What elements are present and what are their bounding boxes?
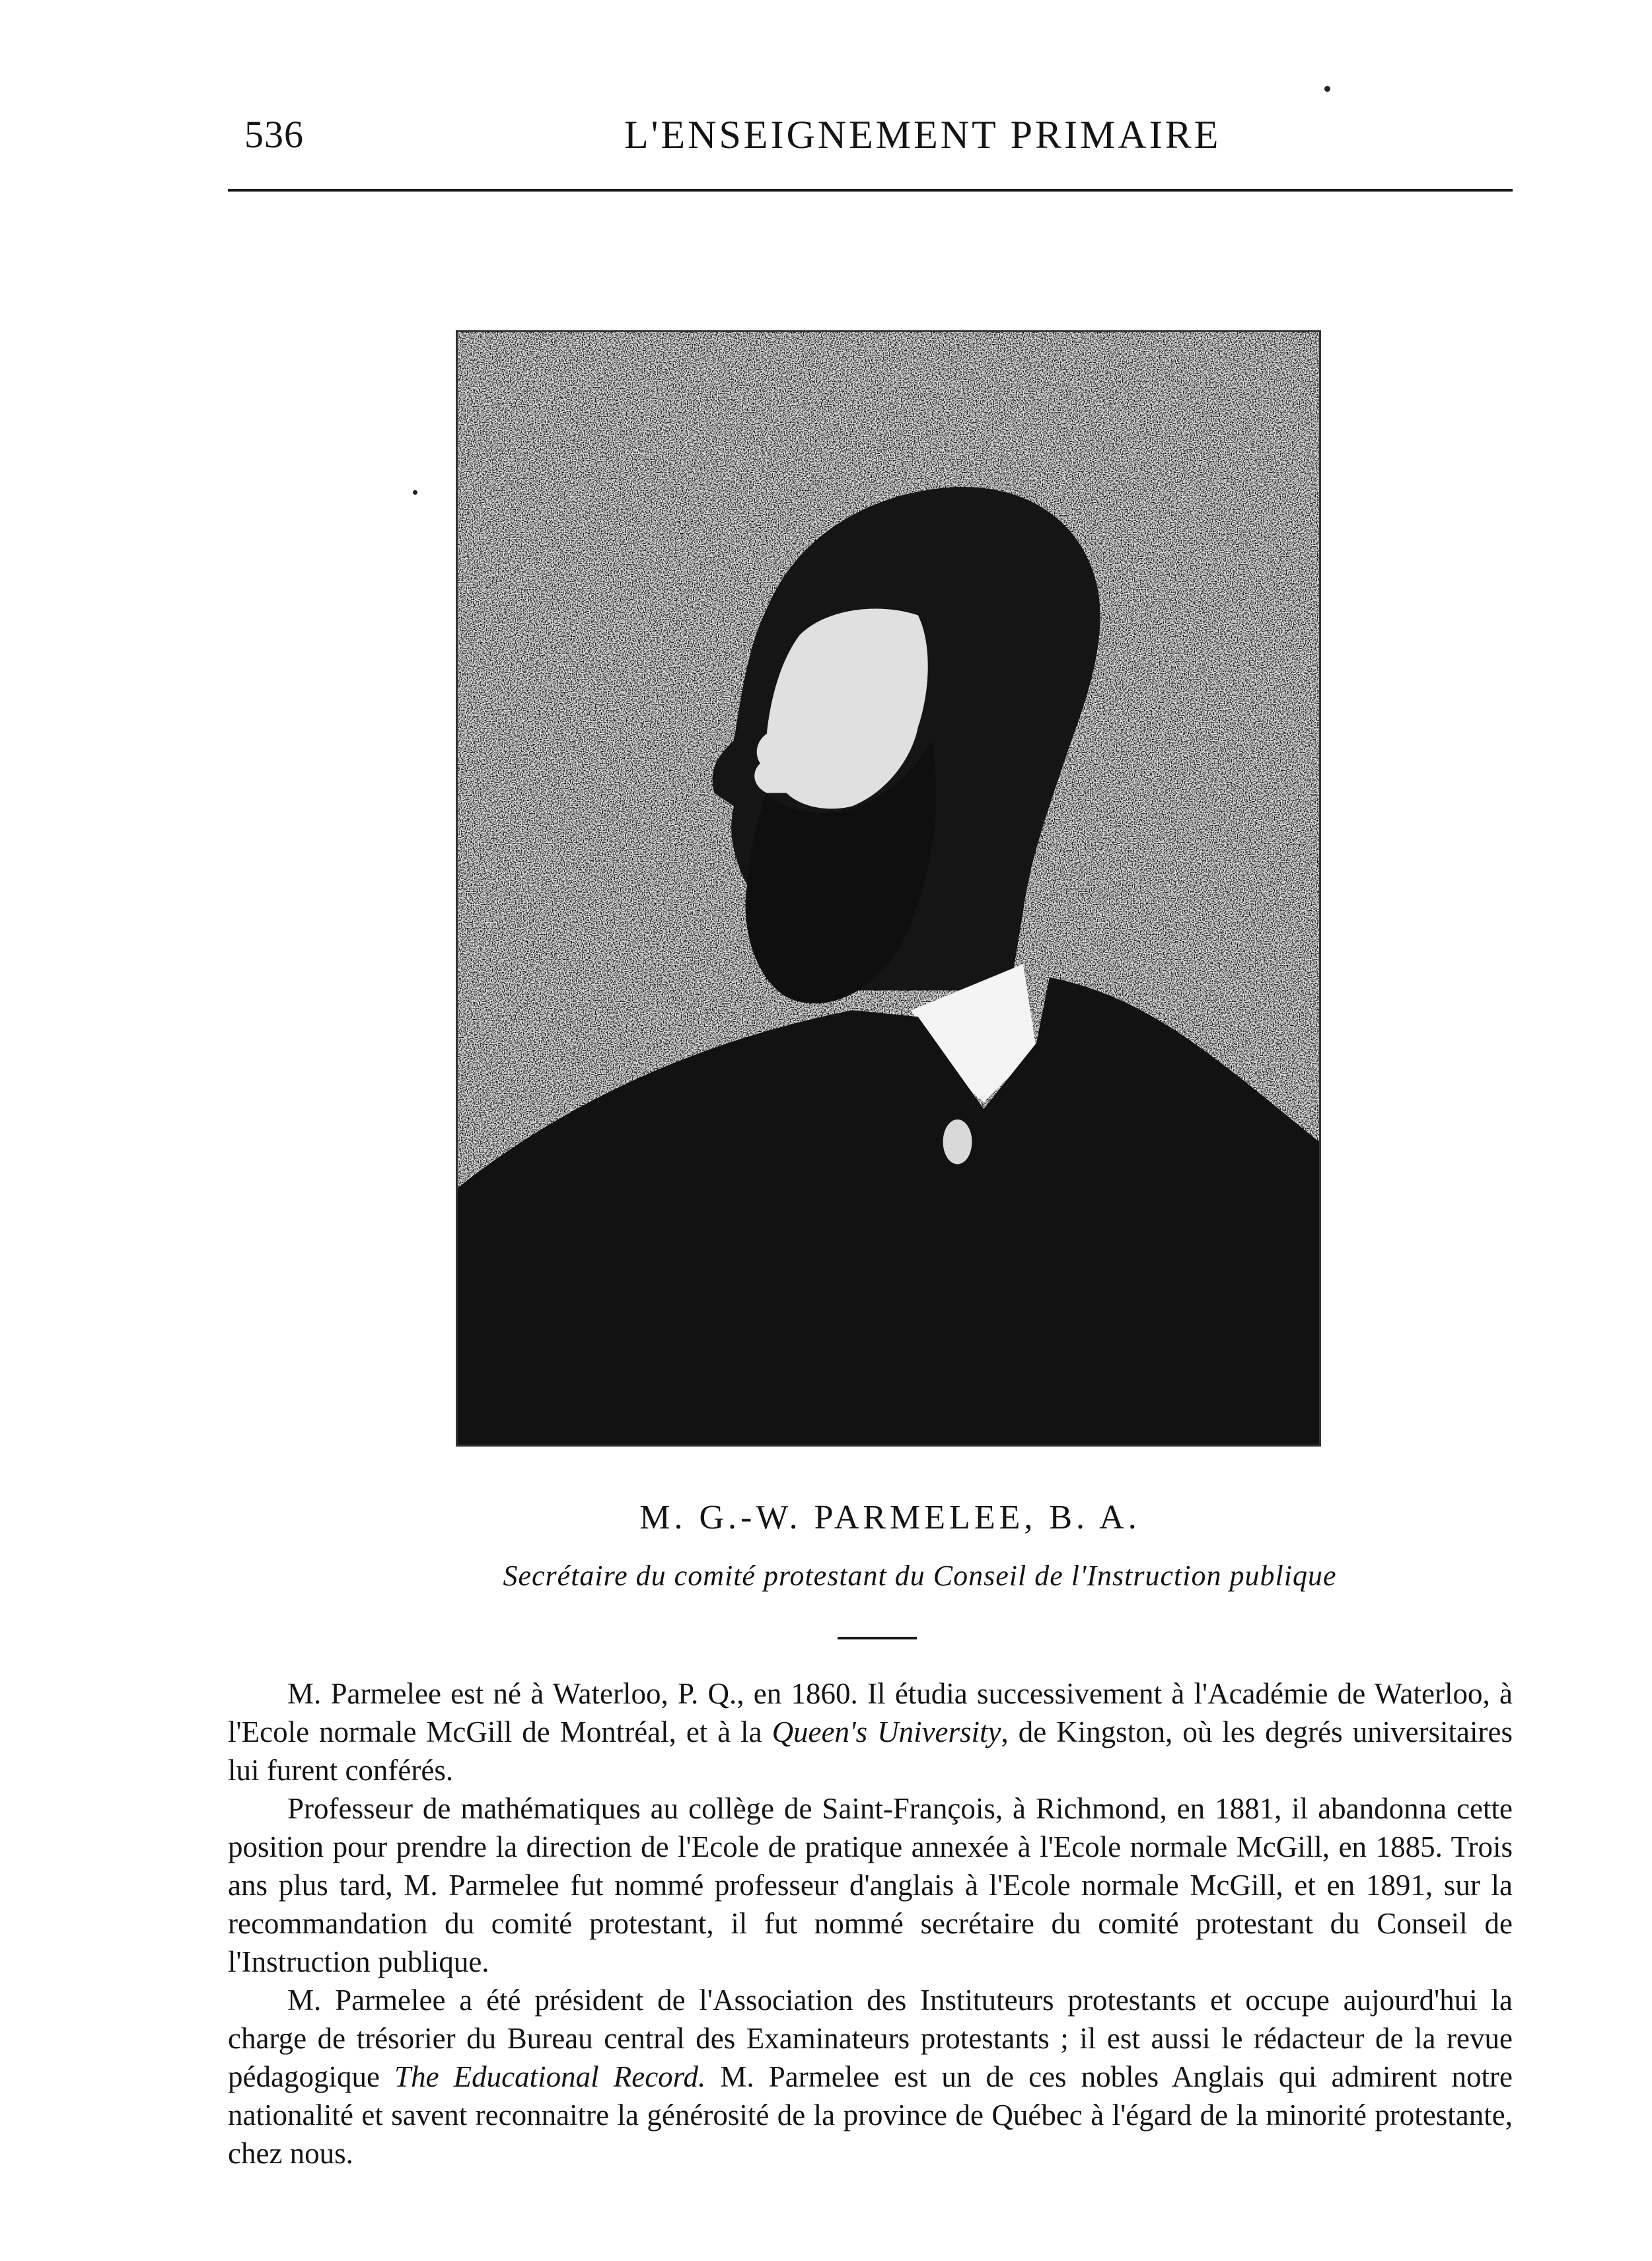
portrait-illustration — [458, 332, 1319, 1445]
separator-rule — [838, 1637, 917, 1639]
paragraph-3: M. Parmelee a été président de l'Association des Instituteurs protestants et occupe aujourd'hui la charge de trésorier du Bureau central des Examinateurs protestants ; il est aussi le rédacteur de la revue pédagogique The Educational Record. M. Parmelee est un de ces nobles Anglais qui admirent notre nationalité et savent reconnaitre la générosité de la province de Québec à l'égard de la minorité protestante, chez nous. — [228, 1984, 1513, 2170]
stray-mark — [1324, 86, 1330, 92]
page-number: 536 — [244, 113, 304, 156]
article-body — [228, 1674, 1513, 2172]
stray-mark — [413, 490, 417, 495]
emphasis-university: Queen's University — [772, 1715, 1001, 1748]
header-rule — [228, 189, 1513, 192]
caption-name: M. G.-W. PARMELEE, B. A. — [639, 1499, 1141, 1536]
caption-subtitle: Secrétaire du comité protestant du Conseil de l'Instruction publique — [503, 1560, 1337, 1592]
page-header — [228, 106, 1513, 159]
paragraph-2: Professeur de mathématiques au collège de Saint-François, à Richmond, en 1881, il abandonna cette position pour prendre la direction de l'Ecole de pratique annexée à l'Ecole normale McGill, en 1885. Trois ans plus tard, M. Parmelee fut nommé professeur d'anglais à l'Ecole normale McGill, et en 1891, sur la recommandation du comité protestant, il fut nommé secrétaire du comité protestant du Conseil de l'Instruction publique. — [228, 1792, 1513, 1978]
portrait-photo — [456, 330, 1321, 1447]
paragraph-1: M. Parmelee est né à Waterloo, P. Q., en 1860. Il étudia successivement à l'Académie de Waterloo, à l'Ecole normale McGill de Montréal, et à la Queen's University, de Kingston, où les degrés universitaires lui furent conférés. — [228, 1677, 1513, 1787]
running-title: L'ENSEIGNEMENT PRIMAIRE — [624, 113, 1221, 157]
tie-pin — [943, 1120, 972, 1165]
emphasis-journal: The Educational Record. — [394, 2060, 706, 2093]
